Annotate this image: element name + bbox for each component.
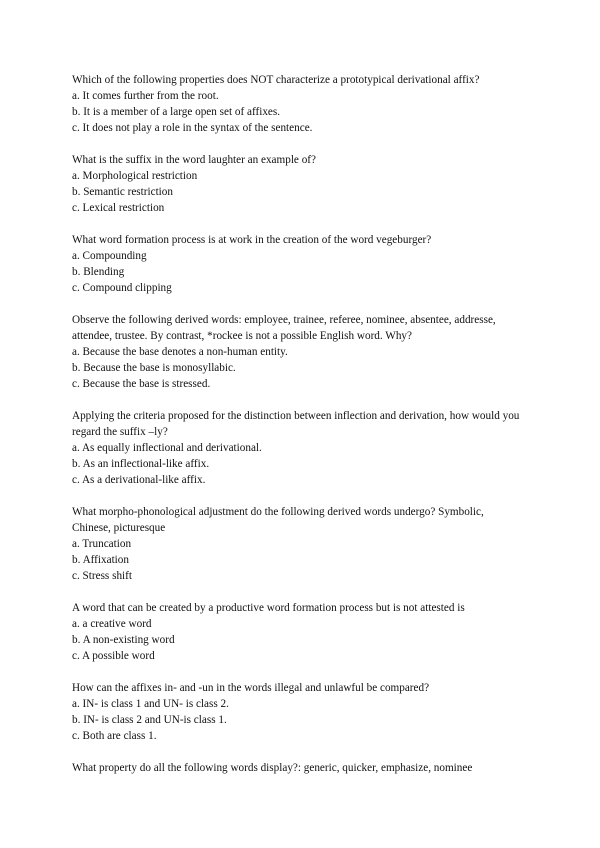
- option-c: c. Because the base is stressed.: [72, 378, 211, 390]
- option-c: c. Stress shift: [72, 570, 132, 582]
- option-c: c. Lexical restriction: [72, 202, 165, 214]
- option-c: c. Both are class 1.: [72, 730, 157, 742]
- option-a: a. Compounding: [72, 250, 147, 262]
- option-a: a. Because the base denotes a non-human entity.: [72, 346, 288, 358]
- option-a: a. Morphological restriction: [72, 170, 198, 182]
- option-a: a. a creative word: [72, 618, 152, 630]
- option-c: c. It does not play a role in the syntax of the sentence.: [72, 122, 313, 134]
- option-b: b. Blending: [72, 266, 125, 278]
- question-3: [72, 232, 522, 296]
- question-text: Observe the following derived words: employee, trainee, referee, nominee, absentee, addresse, attendee, trustee. By contrast, *rockee is not a possible English word. Why?: [72, 314, 496, 342]
- question-text: What word formation process is at work in the creation of the word vegeburger?: [72, 234, 432, 246]
- question-7: [72, 600, 522, 664]
- question-text: Which of the following properties does NOT characterize a prototypical derivational affix?: [72, 74, 480, 86]
- question-text: What is the suffix in the word laughter an example of?: [72, 154, 316, 166]
- question-text: How can the affixes in- and -un in the words illegal and unlawful be compared?: [72, 682, 430, 694]
- option-c: c. Compound clipping: [72, 282, 172, 294]
- option-b: b. IN- is class 2 and UN-is class 1.: [72, 714, 227, 726]
- question-8: [72, 680, 522, 744]
- option-a: a. Truncation: [72, 538, 132, 550]
- option-b: b. Affixation: [72, 554, 129, 566]
- question-list: [72, 72, 522, 776]
- question-2: [72, 152, 522, 216]
- question-5: [72, 408, 522, 488]
- question-6: [72, 504, 522, 584]
- option-a: a. It comes further from the root.: [72, 90, 219, 102]
- option-b: b. Because the base is monosyllabic.: [72, 362, 236, 374]
- option-b: b. It is a member of a large open set of affixes.: [72, 106, 281, 118]
- option-b: b. Semantic restriction: [72, 186, 173, 198]
- option-a: a. As equally inflectional and derivational.: [72, 442, 262, 454]
- option-c: c. A possible word: [72, 650, 155, 662]
- question-4: [72, 312, 522, 392]
- question-text: What morpho-phonological adjustment do the following derived words undergo? Symbolic, Chinese, picturesque: [72, 506, 484, 534]
- question-9: [72, 760, 522, 776]
- option-b: b. As an inflectional-like affix.: [72, 458, 210, 470]
- option-c: c. As a derivational-like affix.: [72, 474, 206, 486]
- question-text: Applying the criteria proposed for the distinction between inflection and derivation, how would you regard the suffix –ly?: [72, 410, 520, 438]
- question-text: What property do all the following words display?: generic, quicker, emphasize, nominee: [72, 762, 473, 774]
- question-text: A word that can be created by a productive word formation process but is not attested is: [72, 602, 465, 614]
- question-1: [72, 72, 522, 136]
- option-a: a. IN- is class 1 and UN- is class 2.: [72, 698, 229, 710]
- option-b: b. A non-existing word: [72, 634, 175, 646]
